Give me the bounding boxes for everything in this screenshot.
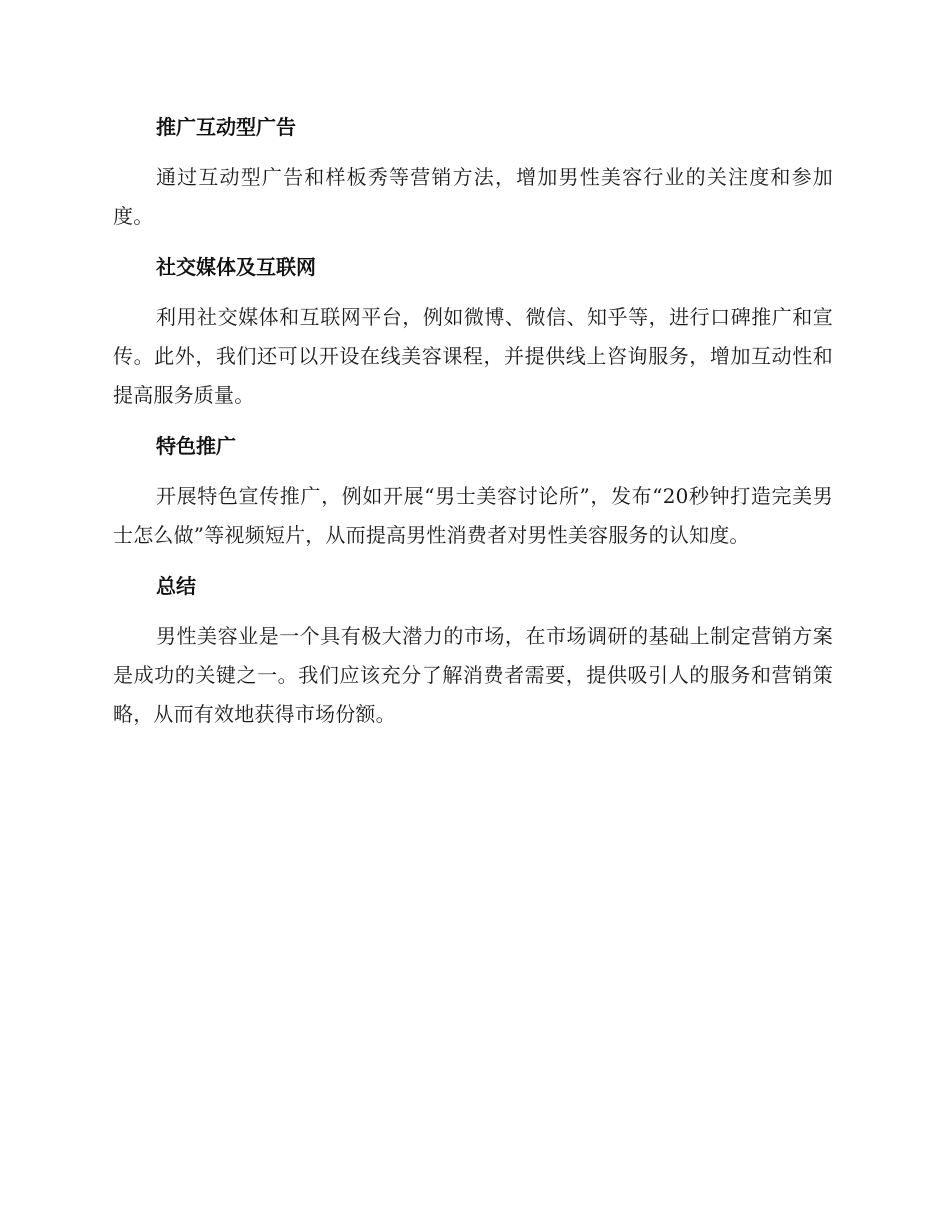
section-featured-promotion: [113, 429, 833, 555]
section-paragraph: 开展特色宣传推广，例如开展“男士美容讨论所”，发布“20秒钟打造完美男士怎么做”等视频短片，从而提高男性消费者对男性美容服务的认知度。: [113, 484, 833, 547]
section-paragraph: 男性美容业是一个具有极大潜力的市场，在市场调研的基础上制定营销方案是成功的关键之一。我们应该充分了解消费者需要，提供吸引人的服务和营销策略，从而有效地获得市场份额。: [113, 624, 833, 726]
section-heading: 特色推广: [156, 434, 236, 458]
section-social-media: [113, 250, 833, 415]
section-heading: 推广互动型广告: [156, 115, 296, 139]
section-heading: 社交媒体及互联网: [156, 255, 316, 279]
section-heading: 总结: [156, 574, 196, 598]
section-paragraph: 通过互动型广告和样板秀等营销方法，增加男性美容行业的关注度和参加度。: [113, 165, 833, 228]
section-interactive-ads: [113, 110, 833, 236]
section-summary: [113, 569, 833, 734]
document-page: [113, 110, 833, 748]
section-paragraph: 利用社交媒体和互联网平台，例如微博、微信、知乎等，进行口碑推广和宣传。此外，我们还可以开设在线美容课程，并提供线上咨询服务，增加互动性和提高服务质量。: [113, 305, 833, 407]
